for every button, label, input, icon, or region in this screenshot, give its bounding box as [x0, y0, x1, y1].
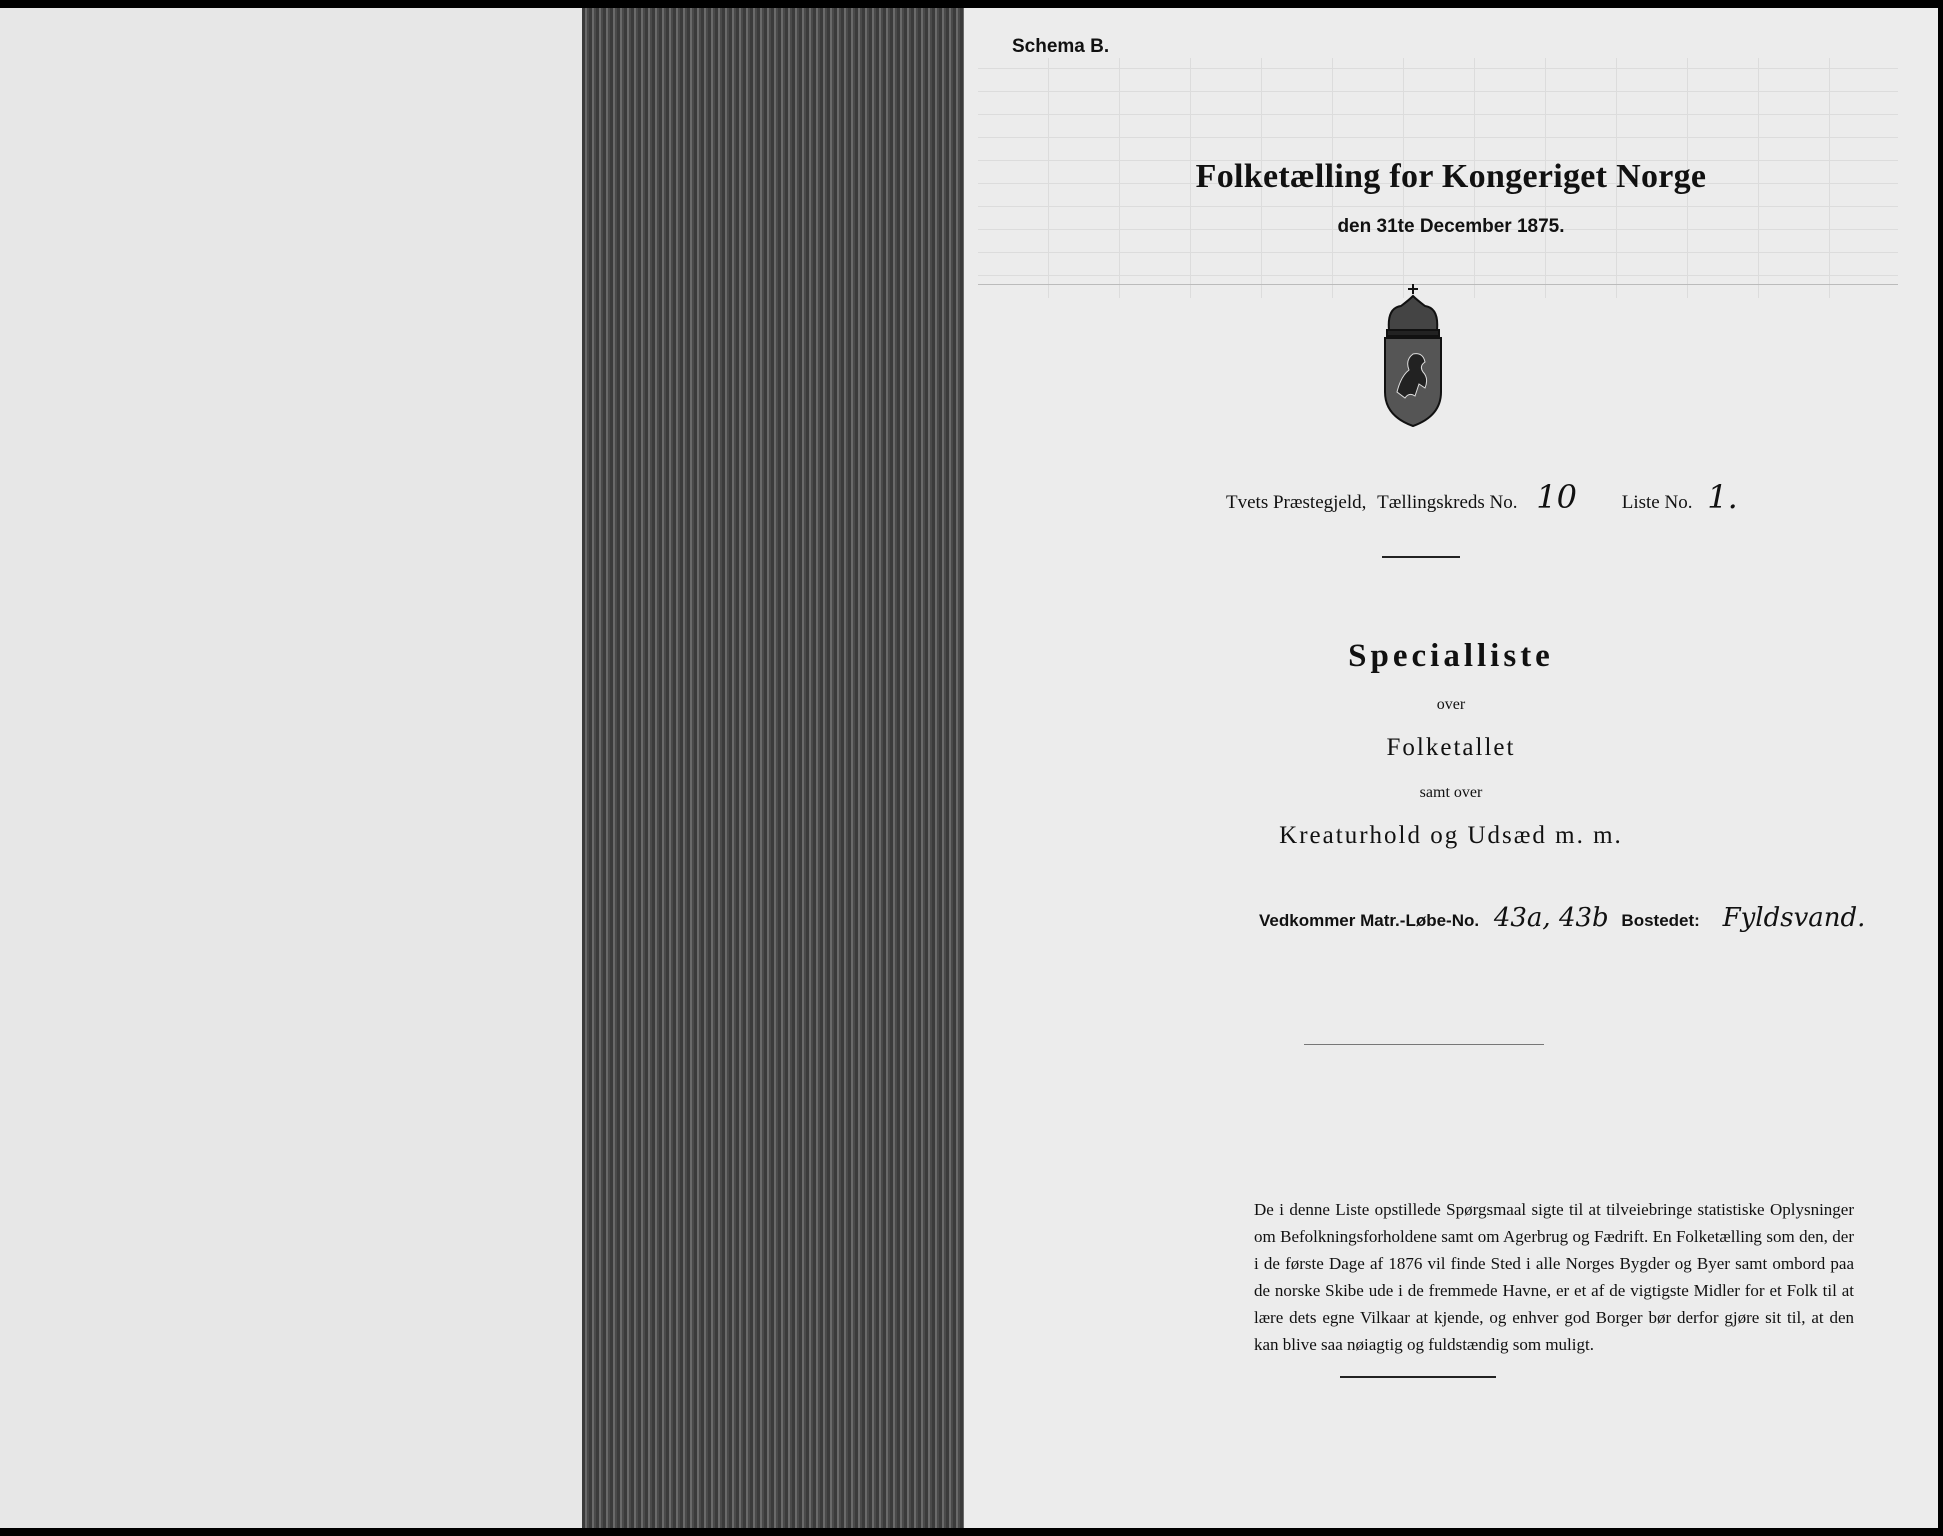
folketallet-heading: Folketallet [1386, 734, 1516, 761]
matr-label: Vedkommer Matr.-Løbe-No. [1259, 911, 1480, 930]
matr-value: 43a, 43b [1493, 903, 1609, 933]
district-line [1226, 478, 1738, 516]
samt-over-text: samt over [1419, 784, 1483, 801]
binding-spine [582, 8, 964, 1528]
divider [1340, 1376, 1496, 1378]
page-subtitle: den 31te December 1875. [1337, 216, 1565, 237]
kreaturhold-heading: Kreaturhold og Udsæd m. m. [1279, 822, 1623, 849]
liste-label: Liste No. [1621, 492, 1693, 513]
instructions-paragraph: De i denne Liste opstillede Spørgsmaal sigte til at tilveiebringe statistiske Oplysninger om Befolkningsforholdene samt om Agerbrug og Fædrift. En Folketælling som den, der i de første Dage af 1876 vil finde Sted i alle Norges Bygder og Byer samt ombord paa de norske Skibe ude i de fremmede Havne, er et af de vigtigste Midler for et Folk til at lære dets egne Vilkaar at kjende, og enhver god Borger bør derfor gjøre sit til, at den kan blive saa nøiagtig og fuldstændig som muligt. [1254, 1200, 1854, 1354]
page-title: Folketælling for Kongeriget Norge [1195, 158, 1707, 195]
divider [1382, 556, 1460, 558]
parish-label: Tvets Præstegjeld, [1226, 492, 1367, 513]
kreds-value: 10 [1536, 478, 1577, 516]
schema-label: Schema B. [1012, 36, 1110, 57]
heading-specialliste: Specialliste [1348, 638, 1554, 674]
left-page [0, 8, 582, 1528]
bostedet-value: Fyldsvand. [1722, 903, 1866, 933]
kreds-label: Tællingskreds No. [1377, 492, 1518, 513]
liste-value: 1. [1707, 478, 1738, 516]
bostedet-label: Bostedet: [1621, 911, 1700, 930]
matr-line [1259, 903, 1865, 933]
over-text: over [1436, 696, 1466, 713]
coat-of-arms-icon [1379, 280, 1447, 435]
divider [1304, 1044, 1544, 1045]
census-form-page [964, 8, 1938, 1528]
